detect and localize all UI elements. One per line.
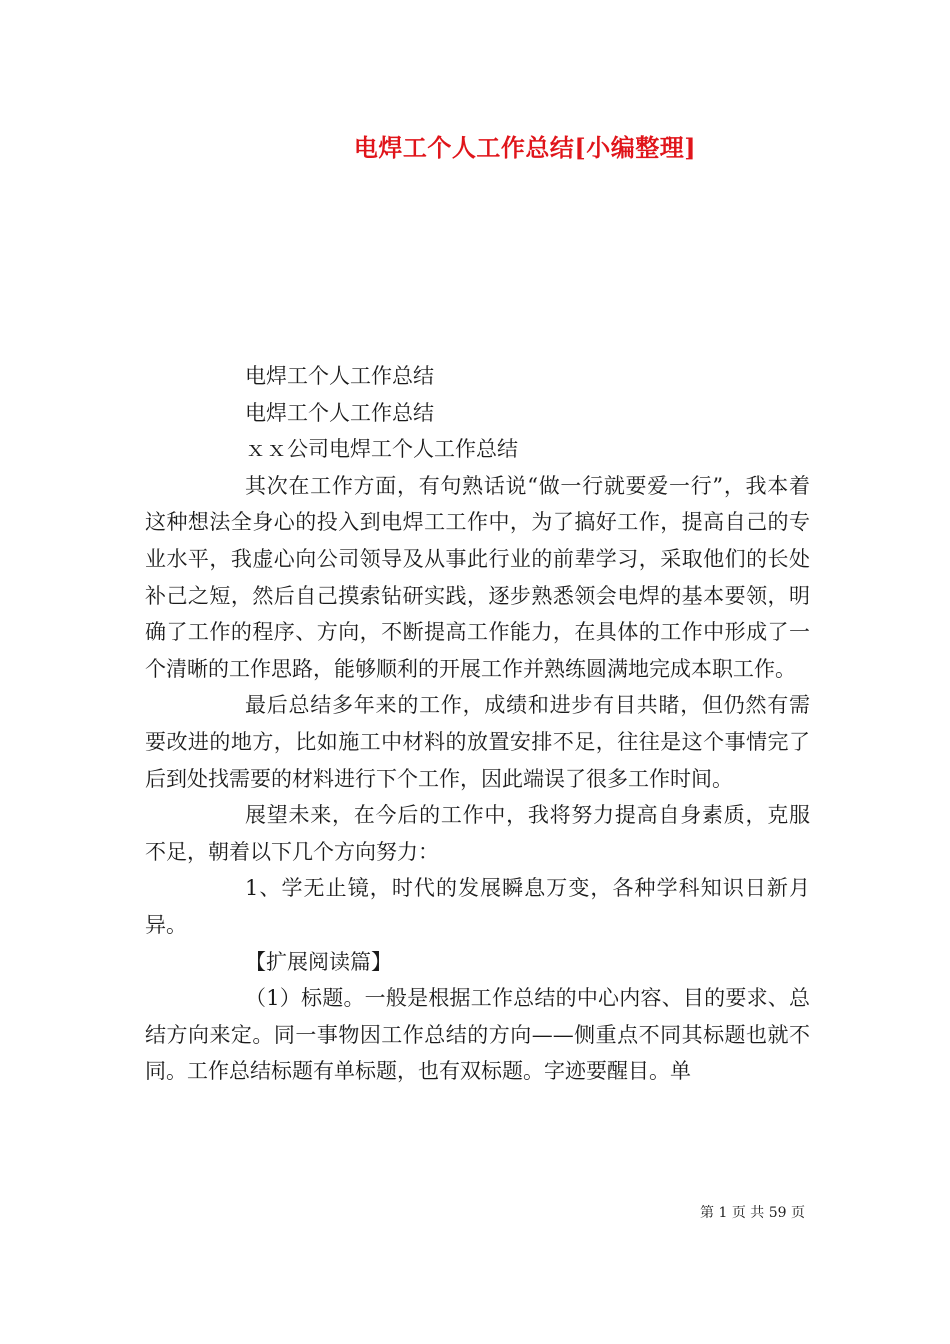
body-paragraph: 最后总结多年来的工作，成绩和进步有目共睹，但仍然有需要改进的地方，比如施工中材料的放置安排不足，往往是这个事情完了后到处找需要的材料进行下个工作，因此端误了很多工作时间。: [145, 693, 810, 791]
body-paragraph: 1、学无止镜，时代的发展瞬息万变，各种学科知识日新月异。: [145, 876, 810, 937]
heading-line: 电焊工个人工作总结: [245, 364, 434, 388]
section-heading: 【扩展阅读篇】: [245, 949, 392, 974]
body-paragraph: 展望未来，在今后的工作中，我将努力提高自身素质，克服不足，朝着以下几个方向努力：: [145, 803, 810, 864]
heading-line: ｘｘ公司电焊工个人工作总结: [245, 437, 518, 462]
body-paragraph: 其次在工作方面，有句熟话说“做一行就要爱一行”，我本着这种想法全身心的投入到电焊工工作中，为了搞好工作，提高自己的专业水平，我虚心向公司领导及从事此行业的前辈学习，采取他们的长处补己之短，然后自己摸索钻研实践，逐步熟悉领会电焊的基本要领，明确了工作的程序、方向，不断提高工作能力，在具体的工作中形成了一个清晰的工作思路，能够顺利的开展工作并熟练圆满地完成本职工作。: [145, 473, 810, 681]
page-number-footer: 第 1 页 共 59 页: [700, 1205, 805, 1221]
body-paragraph: （1）标题。一般是根据工作总结的中心内容、目的要求、总结方向来定。同一事物因工作总结的方向——侧重点不同其标题也就不同。工作总结标题有单标题，也有双标题。字迹要醒目。单: [145, 986, 810, 1084]
heading-line: 电焊工个人工作总结: [245, 400, 434, 425]
document-body: [145, 358, 810, 1090]
page-title: 电焊工个人工作总结[小编整理]: [353, 133, 697, 162]
